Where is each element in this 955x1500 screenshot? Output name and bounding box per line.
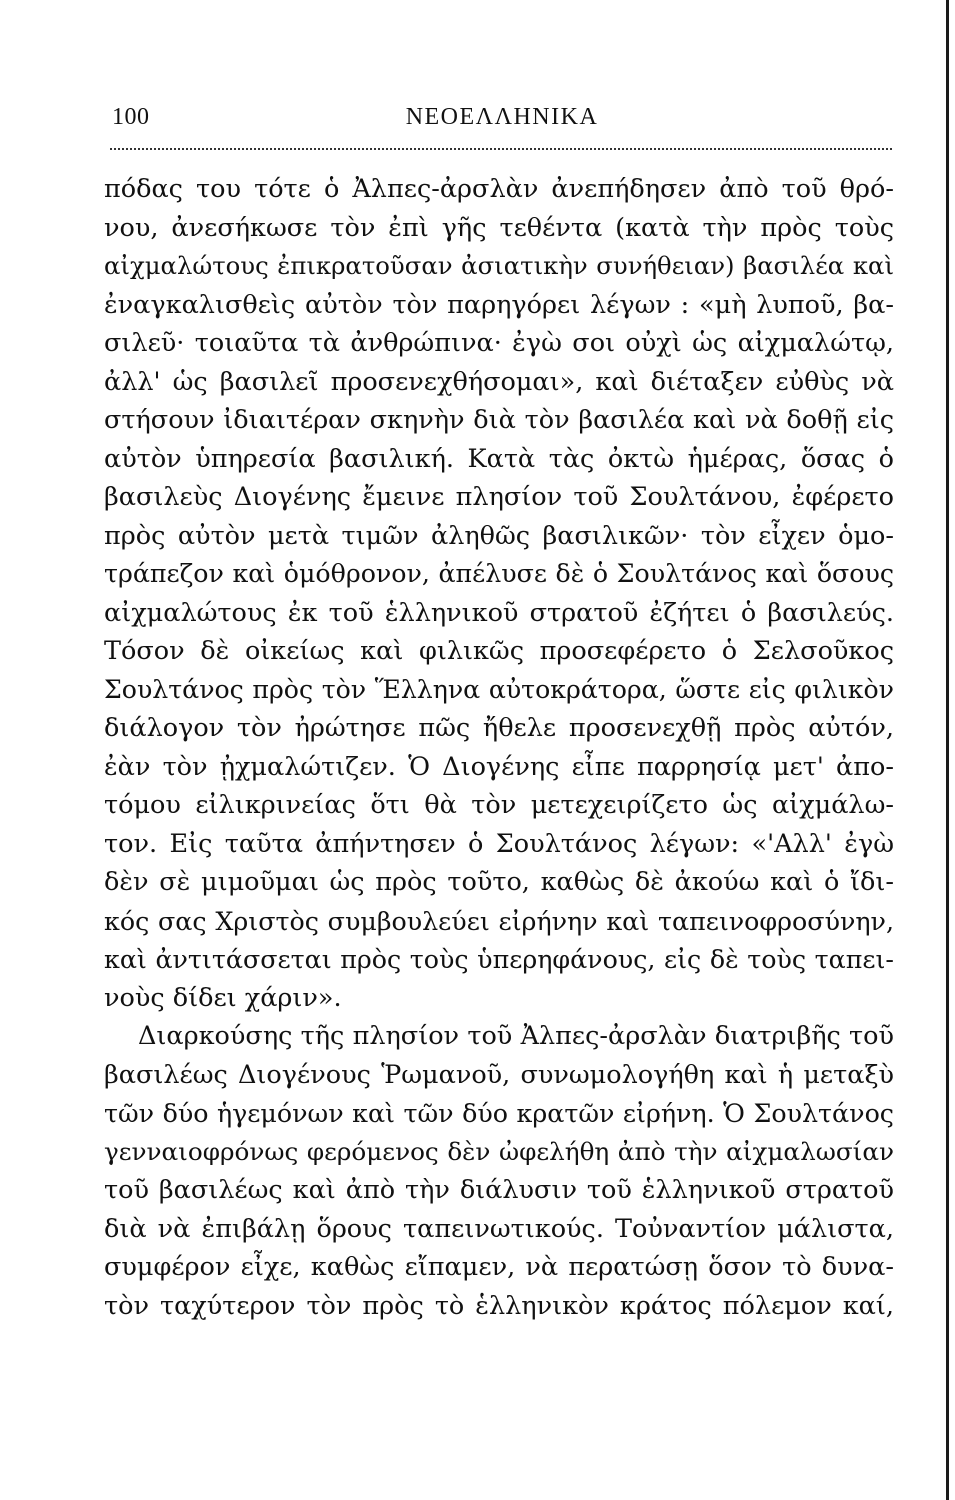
page-header xyxy=(112,104,892,144)
text-line: αἰχμαλώτους ἐκ τοῦ ἑλληνικοῦ στρατοῦ ἐζήτει ὁ βασιλεύς. xyxy=(104,597,894,628)
text-line: συμφέρον εἶχε, καθὼς εἴπαμεν, νὰ περατώσῃ ὅσον τὸ δυνα- xyxy=(104,1252,894,1282)
text-line: αὐτὸν ὑπηρεσία βασιλική. Κατὰ τὰς ὀκτὼ ἡμέρας, ὅσας ὁ xyxy=(104,443,894,474)
text-line: τὸν ταχύτερον τὸν πρὸς τὸ ἑλληνικὸν κράτος πόλεμον καί, xyxy=(104,1290,894,1321)
text-line: στήσουν ἰδιαιτέραν σκηνὴν διὰ τὸν βασιλέα καὶ νὰ δοθῇ εἰς xyxy=(104,405,894,435)
text-line: διὰ νὰ ἐπιβάλῃ ὅρους ταπεινωτικούς. Τοὐναντίον μάλιστα, xyxy=(104,1213,894,1244)
text-line: Τόσον δὲ οἰκείως καὶ φιλικῶς προσεφέρετο ὁ Σελσοῦκος xyxy=(104,636,894,666)
text-line: σιλεῦ· τοιαῦτα τὰ ἀνθρώπινα· ἐγὼ σοι οὐχὶ ὡς αἰχμαλώτῳ, xyxy=(104,328,894,358)
text-line: γενναιοφρόνως φερόμενος δὲν ὠφελήθη ἀπὸ τὴν αἰχμαλωσίαν xyxy=(104,1136,894,1166)
body-text xyxy=(104,170,894,1325)
text-line: τῶν δύο ἡγεμόνων καὶ τῶν δύο κρατῶν εἰρήνη. Ὁ Σουλτάνος xyxy=(104,1098,894,1128)
page-number: 100 xyxy=(112,104,150,130)
page-edge-line xyxy=(946,0,949,1500)
running-title: ΝΕΟΕΛΛΗΝΙΚΑ xyxy=(405,104,599,130)
text-line: δὲν σὲ μιμοῦμαι ὡς πρὸς τοῦτο, καθὼς δὲ ἀκούω καὶ ὁ ἴδι- xyxy=(104,867,894,897)
text-line: τράπεζον καὶ ὁμόθρονον, ἀπέλυσε δὲ ὁ Σουλτάνος καὶ ὅσους xyxy=(104,559,894,588)
header-divider xyxy=(110,148,892,150)
text-line: τον. Εἰς ταῦτα ἀπήντησεν ὁ Σουλτάνος λέγων: «'Αλλ' ἐγὼ xyxy=(104,828,894,859)
text-line: τόμου εἰλικρινείας ὅτι θὰ τὸν μετεχειρίζετο ὡς αἰχμάλω- xyxy=(104,790,894,820)
text-line: Σουλτάνος πρὸς τὸν Ἕλληνα αὐτοκράτορα, ὥστε εἰς φιλικὸν xyxy=(104,674,894,704)
text-line: αἰχμαλώτους ἐπικρατοῦσαν ἀσιατικὴν συνήθειαν) βασιλέα καὶ xyxy=(104,251,894,280)
text-line: ἀλλ' ὡς βασιλεῖ προσενεχθήσομαι», καὶ διέταξεν εὐθὺς νὰ xyxy=(104,366,894,397)
text-line: νου, ἀνεσήκωσε τὸν ἐπὶ γῆς τεθέντα (κατὰ τὴν πρὸς τοὺς xyxy=(104,212,894,243)
text-line-paragraph-start: Διαρκούσης τῆς πλησίον τοῦ Ἀλπες-ἀρσλὰν διατριβῆς τοῦ xyxy=(138,1021,894,1051)
text-line-paragraph-end: νοὺς δίδει χάριν». xyxy=(104,982,342,1013)
text-line: βασιλέως Διογένους Ῥωμανοῦ, συνωμολογήθη καὶ ἡ μεταξὺ xyxy=(104,1059,894,1090)
text-line: καὶ ἀντιτάσσεται πρὸς τοὺς ὑπερηφάνους, εἰς δὲ τοὺς ταπει- xyxy=(104,944,894,974)
text-line: βασιλεὺς Διογένης ἔμεινε πλησίον τοῦ Σουλτάνου, ἐφέρετο xyxy=(104,482,894,512)
text-line: τοῦ βασιλέως καὶ ἀπὸ τὴν διάλυσιν τοῦ ἑλληνικοῦ στρατοῦ xyxy=(104,1175,894,1205)
text-line: ἐὰν τὸν ᾐχμαλώτιζεν. Ὁ Διογένης εἶπε παρρησίᾳ μετ' ἀπο- xyxy=(104,751,894,782)
text-line: ἐναγκαλισθεὶς αὐτὸν τὸν παρηγόρει λέγων : «μὴ λυποῦ, βα- xyxy=(104,289,894,320)
text-line: κός σας Χριστὸς συμβουλεύει εἰρήνην καὶ ταπεινοφροσύνην, xyxy=(104,905,894,936)
text-line: πρὸς αὐτὸν μετὰ τιμῶν ἀληθῶς βασιλικῶν· τὸν εἶχεν ὁμο- xyxy=(104,520,894,551)
text-line: πόδας του τότε ὁ Ἀλπες-ἀρσλὰν ἀνεπήδησεν ἀπὸ τοῦ θρό- xyxy=(104,174,894,204)
text-line: διάλογον τὸν ἠρώτησε πῶς ἤθελε προσενεχθῇ πρὸς αὐτόν, xyxy=(104,713,894,743)
